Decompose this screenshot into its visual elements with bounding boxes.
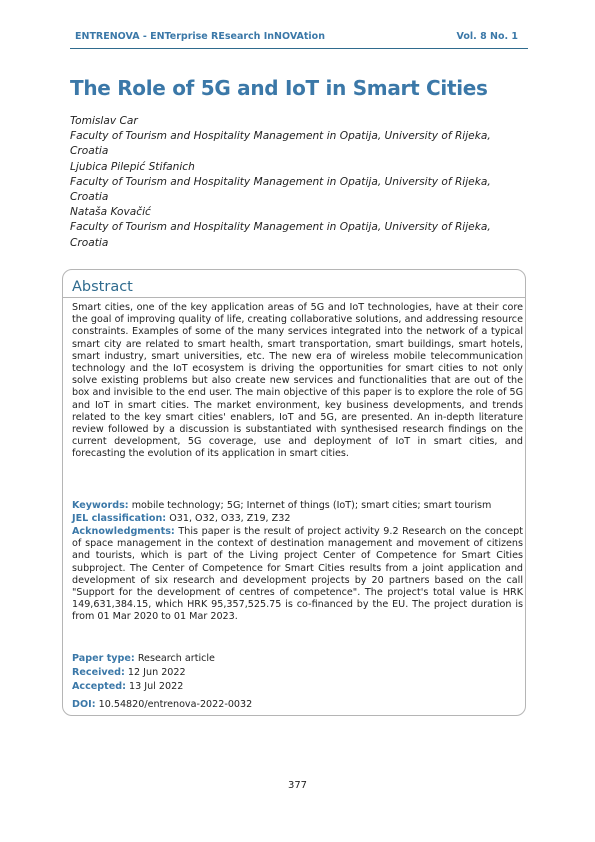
author-country: Croatia <box>70 236 109 249</box>
author-affiliation: Faculty of Tourism and Hospitality Management in Opatija, University of Rijeka, <box>70 130 491 143</box>
running-header <box>70 28 528 49</box>
received-label: Received: <box>72 667 125 678</box>
jel-value: O31, O32, O33, Z19, Z32 <box>169 513 291 524</box>
keywords-label: Keywords: <box>72 500 129 511</box>
ack-label: Acknowledgments: <box>72 526 175 537</box>
paper-type-value: Research article <box>137 653 215 664</box>
abstract-text: Smart cities, one of the key application areas of 5G and IoT technologies, have at their core the goal of improving quality of life, creating collaborative solutions, and addressing resource constraints. Examples of some of the many services integrated into the network of a typical smart city are related to smart health, smart transportation, smart buildings, smart hotels, smart industry, smart universities, etc. The new era of wireless mobile telecommunication technology and the IoT ecosystem is driving the opportunities for smart cities to not only solve existing problems but also create new services and functionalities that are out of the box and invisible to the end user. The main objective of this paper is to explore the role of 5G and IoT in smart cities. The market environment, key business developments, and trends related to the key smart cities' enablers, IoT and 5G, are presented. An in-depth literature review followed by a discussion is substantiated with synthesised research findings on the current development, 5G coverage, use and deployment of IoT in smart cities, and forecasting the evolution of its application in smart cities. <box>72 302 523 460</box>
accepted-label: Accepted: <box>72 681 126 692</box>
accepted-date <box>72 681 523 693</box>
accepted-value: 13 Jul 2022 <box>129 681 184 692</box>
author-block <box>70 114 528 251</box>
author-country: Croatia <box>70 191 109 204</box>
abstract-divider <box>62 297 526 298</box>
received-value: 12 Jun 2022 <box>127 667 186 678</box>
paper-type <box>72 653 523 665</box>
jel-classification <box>72 513 523 525</box>
author-affiliation: Faculty of Tourism and Hospitality Management in Opatija, University of Rijeka, <box>70 221 491 234</box>
page-number: 377 <box>287 780 308 791</box>
received-date <box>72 667 523 679</box>
jel-label: JEL classification: <box>72 513 167 524</box>
author-name: Tomislav Car <box>70 115 138 127</box>
abstract-heading: Abstract <box>72 279 133 295</box>
paper-title: The Role of 5G and IoT in Smart Cities <box>70 76 488 100</box>
paper-type-label: Paper type: <box>72 653 135 664</box>
journal-name: ENTRENOVA - ENTerprise REsearch InNOVAtion <box>75 31 325 42</box>
volume-issue: Vol. 8 No. 1 <box>456 31 518 42</box>
author-name: Nataša Kovačić <box>70 206 151 219</box>
doi-value[interactable]: 10.54820/entrenova-2022-0032 <box>98 699 253 710</box>
acknowledgments <box>72 526 523 624</box>
author-affiliation: Faculty of Tourism and Hospitality Management in Opatija, University of Rijeka, <box>70 175 491 188</box>
doi <box>72 699 523 711</box>
author-country: Croatia <box>70 145 109 158</box>
keywords-value: mobile technology; 5G; Internet of things (IoT); smart cities; smart tourism <box>131 500 492 511</box>
keywords <box>72 500 523 512</box>
ack-text: This paper is the result of project activity 9.2 Research on the concept of space management in the context of destination management and movement of citizens and tourists, which is part of the Living project Center of Competence for Smart Cities subproject. The Center of Competence for Smart Cities results from a joint application and development of six research and development projects by 20 partners based on the call "Support for the development of centres of competence". The project's total value is HRK 149,631,384.15, which HRK 95,357,525.75 is co-financed by the EU. The project duration is from 01 Mar 2020 to 01 Mar 2023. <box>72 526 523 623</box>
doi-label: DOI: <box>72 699 96 710</box>
author-name: Ljubica Pilepić Stifanich <box>70 160 195 173</box>
